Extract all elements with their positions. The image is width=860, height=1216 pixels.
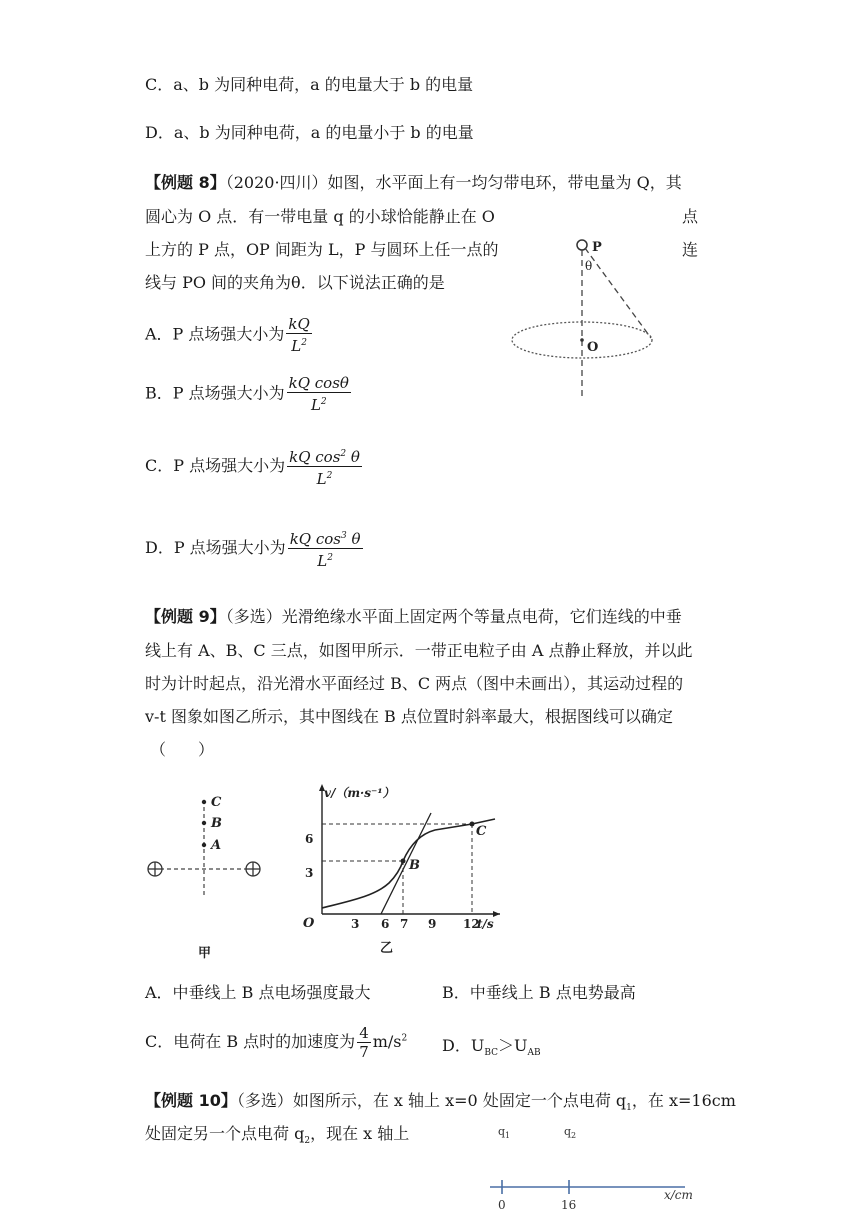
option-d-prev: D．a、b 为同种电荷，a 的电量小于 b 的电量 — [145, 123, 474, 142]
ex9-c-frac — [357, 1024, 371, 1061]
ex9-c-num: 4 — [359, 1024, 369, 1042]
label-axis: x/cm — [664, 1188, 693, 1202]
point-b-label: B — [409, 858, 420, 873]
ex8-c-den-exp: 2 — [326, 471, 333, 481]
xtick-9: 9 — [428, 917, 437, 931]
ex9-d-sub2: AB — [527, 1048, 541, 1059]
ex8-line3: 上方的 P 点，OP 间距为 L，P 与圆环上任一点的 — [145, 240, 499, 259]
point-a-dot — [202, 843, 206, 847]
ex8-option-b — [145, 374, 353, 414]
ex9-d-sub1: BC — [484, 1048, 498, 1059]
ex9-c-den: 7 — [359, 1043, 369, 1061]
label-p: P — [592, 240, 602, 255]
ex10-axis-figure — [480, 1120, 710, 1216]
ex9-c-prefix: C．电荷在 B 点时的加速度为 — [145, 1032, 356, 1051]
point-c-dot — [470, 822, 475, 827]
t-axis-arrow-icon — [493, 911, 500, 917]
ex8-option-d — [145, 527, 365, 570]
ex8-b-den-exp: 2 — [320, 397, 327, 407]
ex10-text1a: （多选）如图所示，在 x 轴上 x=0 处固定一个点电荷 q — [236, 1091, 627, 1110]
ex8-line2-tail: 点 — [682, 207, 699, 226]
ex8-c-prefix: C．P 点场强大小为 — [145, 456, 286, 475]
ex8-b-den: L — [310, 396, 321, 414]
ex9-option-c — [145, 1024, 407, 1061]
point-b-dot — [401, 859, 406, 864]
label-theta: θ — [585, 259, 593, 273]
ex8-d-exp: 3 — [340, 531, 347, 541]
fig-yi-vt-graph — [295, 780, 510, 970]
ex10-text1-sub: 1 — [626, 1103, 632, 1114]
ex9-line5: （ ） — [150, 740, 215, 759]
ex8-a-den-exp: 2 — [301, 338, 307, 348]
ex10-line1 — [145, 1088, 736, 1113]
ex8-b-frac — [287, 374, 351, 414]
ex9-d-prefix: D．U — [442, 1036, 485, 1055]
ex9-option-b: B．中垂线上 B 点电势最高 — [442, 983, 636, 1002]
ex8-b-prefix: B．P 点场强大小为 — [145, 383, 285, 403]
ex8-c-exp: 2 — [340, 449, 347, 459]
ex9-c-unit-exp: 2 — [401, 1033, 408, 1044]
origin-label: O — [303, 916, 315, 931]
ex10-text1b: ，在 x=16cm — [631, 1091, 736, 1110]
label-q2: $q_2$ — [564, 1125, 577, 1140]
ex8-d-prefix: D．P 点场强大小为 — [145, 538, 286, 557]
point-b-dot — [202, 821, 206, 825]
xtick-6: 6 — [381, 917, 390, 931]
label-x0: 0 — [498, 1198, 506, 1212]
ex8-c-num-b: θ — [346, 448, 360, 466]
xtick-7: 7 — [400, 917, 409, 931]
ex8-ring-figure — [505, 228, 665, 403]
ex8-c-den: L — [316, 470, 327, 488]
xtick-3: 3 — [351, 917, 360, 931]
label-b: B — [211, 816, 222, 831]
positive-charge-left-icon — [148, 862, 162, 876]
ex10-line2 — [145, 1121, 409, 1146]
ex9-option-d — [442, 1033, 541, 1058]
ex8-a-num: kQ — [288, 315, 310, 333]
ex8-b-num: kQ cosθ — [288, 374, 349, 392]
ex8-line1 — [145, 170, 682, 193]
xtick-12: 12 — [463, 917, 480, 931]
ex9-d-mid: ＞U — [498, 1036, 528, 1055]
caption-jia: 甲 — [198, 946, 212, 961]
ex8-c-frac — [287, 445, 362, 488]
positive-charge-right-icon — [246, 862, 260, 876]
point-c-label: C — [476, 824, 487, 839]
ex10-text2b: ，现在 x 轴上 — [310, 1124, 410, 1143]
ytick-6: 6 — [305, 832, 314, 846]
tangent-at-b — [381, 813, 431, 914]
ex9-line4: v-t 图象如图乙所示，其中图线在 B 点位置时斜率最大，根据图线可以确定 — [145, 707, 673, 726]
ex8-d-den-exp: 2 — [327, 553, 333, 563]
point-o-marker — [580, 338, 584, 342]
fig-jia — [140, 785, 275, 970]
label-x16: 16 — [561, 1198, 577, 1212]
ex8-d-num-b: θ — [346, 530, 361, 548]
ex9-line2: 线上有 A、B、C 三点，如图甲所示．一带正电粒子由 A 点静止释放，并以此 — [145, 641, 693, 660]
ex9-line1 — [145, 604, 682, 627]
ex8-tag: 【例题 8】 — [145, 173, 226, 192]
ex8-a-prefix: A．P 点场强大小为 — [145, 324, 285, 344]
ex8-d-frac — [288, 527, 363, 570]
ex10-text2a: 处固定另一个点电荷 q — [145, 1124, 305, 1143]
ex9-c-unit: m/s — [372, 1032, 402, 1051]
ytick-3: 3 — [305, 866, 314, 880]
ex8-a-den: L — [291, 337, 302, 355]
ex8-line4: 线与 PO 间的夹角为θ．以下说法正确的是 — [145, 273, 445, 292]
label-c: C — [211, 795, 222, 810]
ex8-option-a — [145, 315, 314, 355]
ex10-tag: 【例题 10】 — [145, 1091, 237, 1110]
label-a: A — [211, 838, 222, 853]
ex8-d-num-a: kQ cos — [289, 530, 341, 548]
ex9-text1: （多选）光滑绝缘水平面上固定两个等量点电荷，它们连线的中垂 — [225, 607, 682, 626]
ex8-c-num-a: kQ cos — [289, 448, 341, 466]
ex10-text2-sub: 2 — [304, 1136, 311, 1147]
ex8-option-c — [145, 445, 364, 488]
option-c-prev: C．a、b 为同种电荷，a 的电量大于 b 的电量 — [145, 75, 474, 94]
ex9-line3: 时为计时起点，沿光滑水平面经过 B、C 两点（图中未画出），其运动过程的 — [145, 674, 684, 693]
label-q1: $q_1$ — [498, 1125, 511, 1140]
ex8-line2: 圆心为 O 点．有一带电量 q 的小球恰能静止在 O — [145, 207, 495, 226]
ex9-option-a: A．中垂线上 B 点电场强度最大 — [145, 983, 371, 1002]
caption-yi: 乙 — [380, 941, 394, 956]
label-o: O — [587, 340, 599, 355]
ylabel: v/（m·s⁻¹） — [324, 786, 395, 800]
point-c-dot — [202, 800, 206, 804]
ex8-a-frac — [286, 315, 311, 355]
ex8-text1: （2020·四川）如图，水平面上有一均匀带电环，带电量为 Q，其 — [225, 173, 682, 192]
xlabel: t/s — [477, 917, 494, 931]
ex8-d-den: L — [317, 552, 328, 570]
ex9-tag: 【例题 9】 — [145, 607, 226, 626]
ex8-line3-tail: 连 — [682, 240, 699, 259]
